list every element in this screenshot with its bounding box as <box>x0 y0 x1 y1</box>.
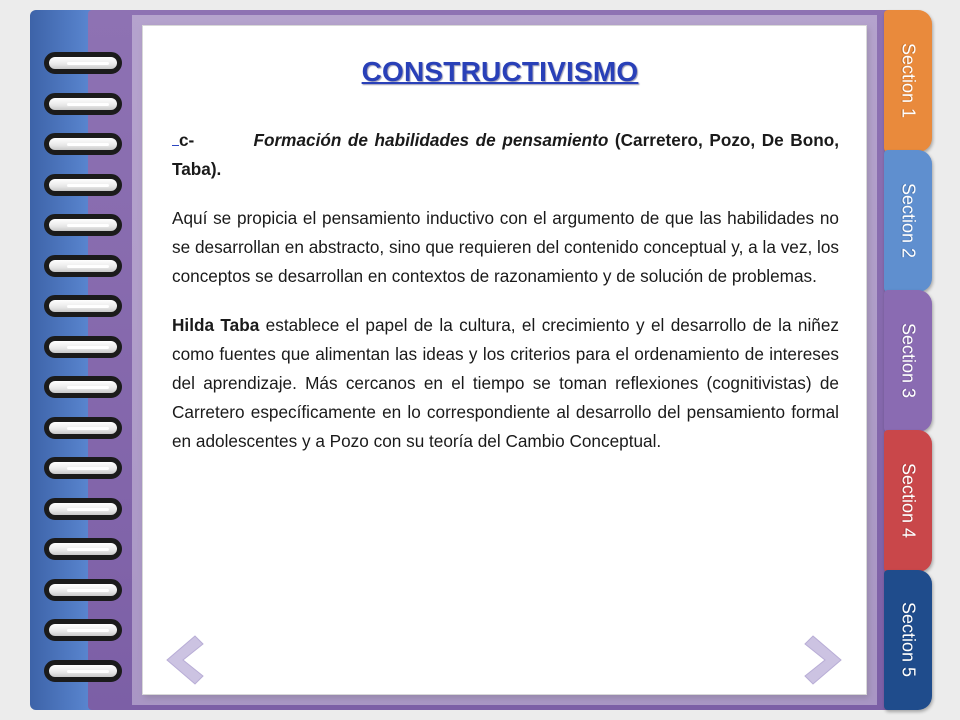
tab-section-5[interactable] <box>884 570 932 710</box>
binding-ring <box>44 660 122 682</box>
item-title: Formación de habilidades de pensamiento <box>253 130 609 150</box>
binding-ring <box>44 295 122 317</box>
chevron-right-icon[interactable] <box>803 632 853 688</box>
author-name: Hilda Taba <box>172 315 260 335</box>
binding-ring <box>44 336 122 358</box>
binding-ring <box>44 133 122 155</box>
tab-label: Section 2 <box>898 183 919 259</box>
paragraph-2-text: establece el papel de la cultura, el crecimiento y el desarrollo de la niñez como fuentes que alimentan las ideas y los criterios para el ordenamiento de intereses del aprendizaje. Más cercanos en el tiempo se toman reflexiones (cognitivistas) de Carretero específicamente en lo correspondiente al desarrollo del pensamiento formal en adolescentes y a Pozo con su teoría del Cambio Conceptual. <box>172 315 839 451</box>
binding-ring <box>44 538 122 560</box>
underline-marker <box>172 129 179 146</box>
binding-ring <box>44 457 122 479</box>
tab-label: Section 1 <box>898 43 919 119</box>
tab-section-4[interactable] <box>884 430 932 572</box>
list-item <box>172 126 839 184</box>
binding-ring <box>44 579 122 601</box>
tab-section-3[interactable] <box>884 290 932 432</box>
tab-label: Section 5 <box>898 602 919 678</box>
binding-ring <box>44 214 122 236</box>
page-content <box>172 126 839 456</box>
binding-ring <box>44 619 122 641</box>
binding-ring <box>44 376 122 398</box>
paragraph-1: Aquí se propicia el pensamiento inductivo con el argumento de que las habilidades no se desarrollan en abstracto, sino que requieren del contenido conceptual y, a la vez, los conceptos se desarrollan en contextos de razonamiento y de solución de problemas. <box>172 208 839 286</box>
tab-section-1[interactable] <box>884 10 932 152</box>
tab-section-2[interactable] <box>884 150 932 292</box>
binding-ring <box>44 417 122 439</box>
binding-ring <box>44 174 122 196</box>
binding-ring <box>44 93 122 115</box>
binding-ring <box>44 52 122 74</box>
item-references: (Carretero, Pozo, De Bono, Taba). <box>172 130 839 179</box>
binding-ring <box>44 255 122 277</box>
tab-label: Section 4 <box>898 463 919 539</box>
page-title: CONSTRUCTIVISMO <box>361 56 639 87</box>
chevron-left-icon[interactable] <box>155 632 205 688</box>
binding-ring <box>44 498 122 520</box>
item-marker: c- <box>179 130 195 150</box>
paragraph-2 <box>172 311 839 456</box>
tab-label: Section 3 <box>898 323 919 399</box>
